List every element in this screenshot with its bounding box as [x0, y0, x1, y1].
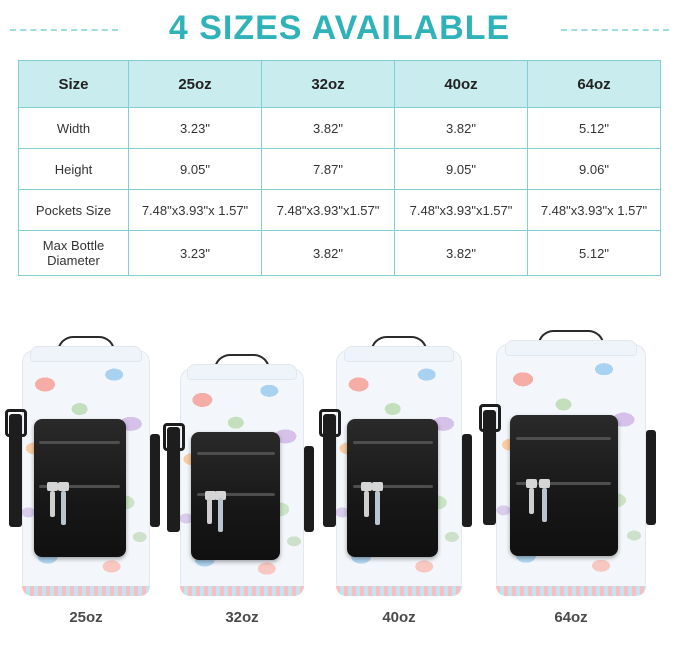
- product-image-64oz: [496, 344, 646, 596]
- cell-pockets-25oz: 7.48"x3.93"x 1.57": [129, 190, 262, 231]
- cell-width-32oz: 3.82": [262, 108, 395, 149]
- front-pouch: [347, 419, 438, 557]
- cell-height-32oz: 7.87": [262, 149, 395, 190]
- column-header-32oz: 32oz: [262, 61, 395, 108]
- bottom-stitch-trim: [336, 586, 462, 596]
- sleeve-top-opening: [344, 346, 455, 362]
- zipper-pull-b: [542, 488, 547, 522]
- header-dash-left: [10, 29, 118, 31]
- cell-width-40oz: 3.82": [395, 108, 528, 149]
- front-pouch: [191, 432, 280, 560]
- product-gallery: [0, 300, 679, 630]
- zipper-slider-a: [47, 482, 58, 491]
- table-row: [19, 231, 661, 276]
- zipper-pull-a: [207, 498, 212, 524]
- zipper-pull-a: [364, 491, 369, 517]
- strap-clip: [319, 409, 341, 437]
- front-pouch: [34, 419, 126, 557]
- strap-tail: [150, 434, 160, 527]
- cell-diameter-40oz: 3.82": [395, 231, 528, 276]
- strap-tail: [462, 434, 472, 527]
- sleeve-top-opening: [187, 364, 296, 380]
- strap-clip: [5, 409, 27, 437]
- strap-tail: [646, 430, 656, 526]
- zipper-slider-b: [372, 482, 383, 491]
- bottom-stitch-trim: [496, 586, 646, 596]
- page-header: [0, 0, 679, 56]
- header-dash-right: [561, 29, 669, 31]
- bottle-bag-32oz: [180, 368, 304, 596]
- bottle-bag-40oz: [336, 350, 462, 596]
- sleeve-top-opening: [505, 340, 637, 356]
- cell-height-40oz: 9.05": [395, 149, 528, 190]
- cell-height-25oz: 9.05": [129, 149, 262, 190]
- zipper-track-upper: [353, 441, 433, 444]
- product-caption-25oz: 25oz: [69, 609, 103, 626]
- zipper-pull-a: [50, 491, 55, 517]
- size-table-container: [18, 60, 661, 276]
- size-table: [18, 60, 661, 276]
- zipper-track-upper: [197, 452, 276, 455]
- column-header-64oz: 64oz: [528, 61, 661, 108]
- page-title: 4 SIZES AVAILABLE: [168, 9, 511, 47]
- column-header-40oz: 40oz: [395, 61, 528, 108]
- strap-clip: [479, 404, 501, 432]
- zipper-pull-a: [529, 488, 534, 514]
- column-header-25oz: 25oz: [129, 61, 262, 108]
- zipper-track-upper: [516, 437, 611, 440]
- table-row: [19, 108, 661, 149]
- cell-diameter-64oz: 5.12": [528, 231, 661, 276]
- table-header: [19, 61, 661, 108]
- row-label-width: Width: [19, 108, 129, 149]
- table-header-row: [19, 61, 661, 108]
- bottom-stitch-trim: [180, 586, 304, 596]
- cell-width-64oz: 5.12": [528, 108, 661, 149]
- product-caption-64oz: 64oz: [554, 609, 588, 626]
- cell-pockets-32oz: 7.48"x3.93"x1.57": [262, 190, 395, 231]
- product-image-40oz: [336, 350, 462, 596]
- product-caption-32oz: 32oz: [225, 609, 259, 626]
- zipper-track-upper: [39, 441, 120, 444]
- front-pouch: [510, 415, 618, 556]
- product-image-32oz: [180, 368, 304, 596]
- cell-width-25oz: 3.23": [129, 108, 262, 149]
- strap-clip: [163, 423, 185, 451]
- bottle-bag-25oz: [22, 350, 150, 596]
- column-header-size: Size: [19, 61, 129, 108]
- strap-tail: [304, 446, 314, 533]
- row-label-max-bottle-diameter: Max Bottle Diameter: [19, 231, 129, 276]
- cell-pockets-64oz: 7.48"x3.93"x 1.57": [528, 190, 661, 231]
- cell-diameter-32oz: 3.82": [262, 231, 395, 276]
- bottom-stitch-trim: [22, 586, 150, 596]
- zipper-slider-b: [58, 482, 69, 491]
- zipper-pull-b: [61, 491, 66, 525]
- table-row: [19, 190, 661, 231]
- cell-diameter-25oz: 3.23": [129, 231, 262, 276]
- zipper-slider-a: [361, 482, 372, 491]
- cell-pockets-40oz: 7.48"x3.93"x1.57": [395, 190, 528, 231]
- table-row: [19, 149, 661, 190]
- product-image-25oz: [22, 350, 150, 596]
- row-label-height: Height: [19, 149, 129, 190]
- zipper-pull-b: [375, 491, 380, 525]
- zipper-pull-b: [218, 498, 223, 532]
- row-label-pockets-size: Pockets Size: [19, 190, 129, 231]
- table-body: [19, 108, 661, 276]
- sleeve-top-opening: [30, 346, 143, 362]
- bottle-bag-64oz: [496, 344, 646, 596]
- product-caption-40oz: 40oz: [382, 609, 416, 626]
- cell-height-64oz: 9.06": [528, 149, 661, 190]
